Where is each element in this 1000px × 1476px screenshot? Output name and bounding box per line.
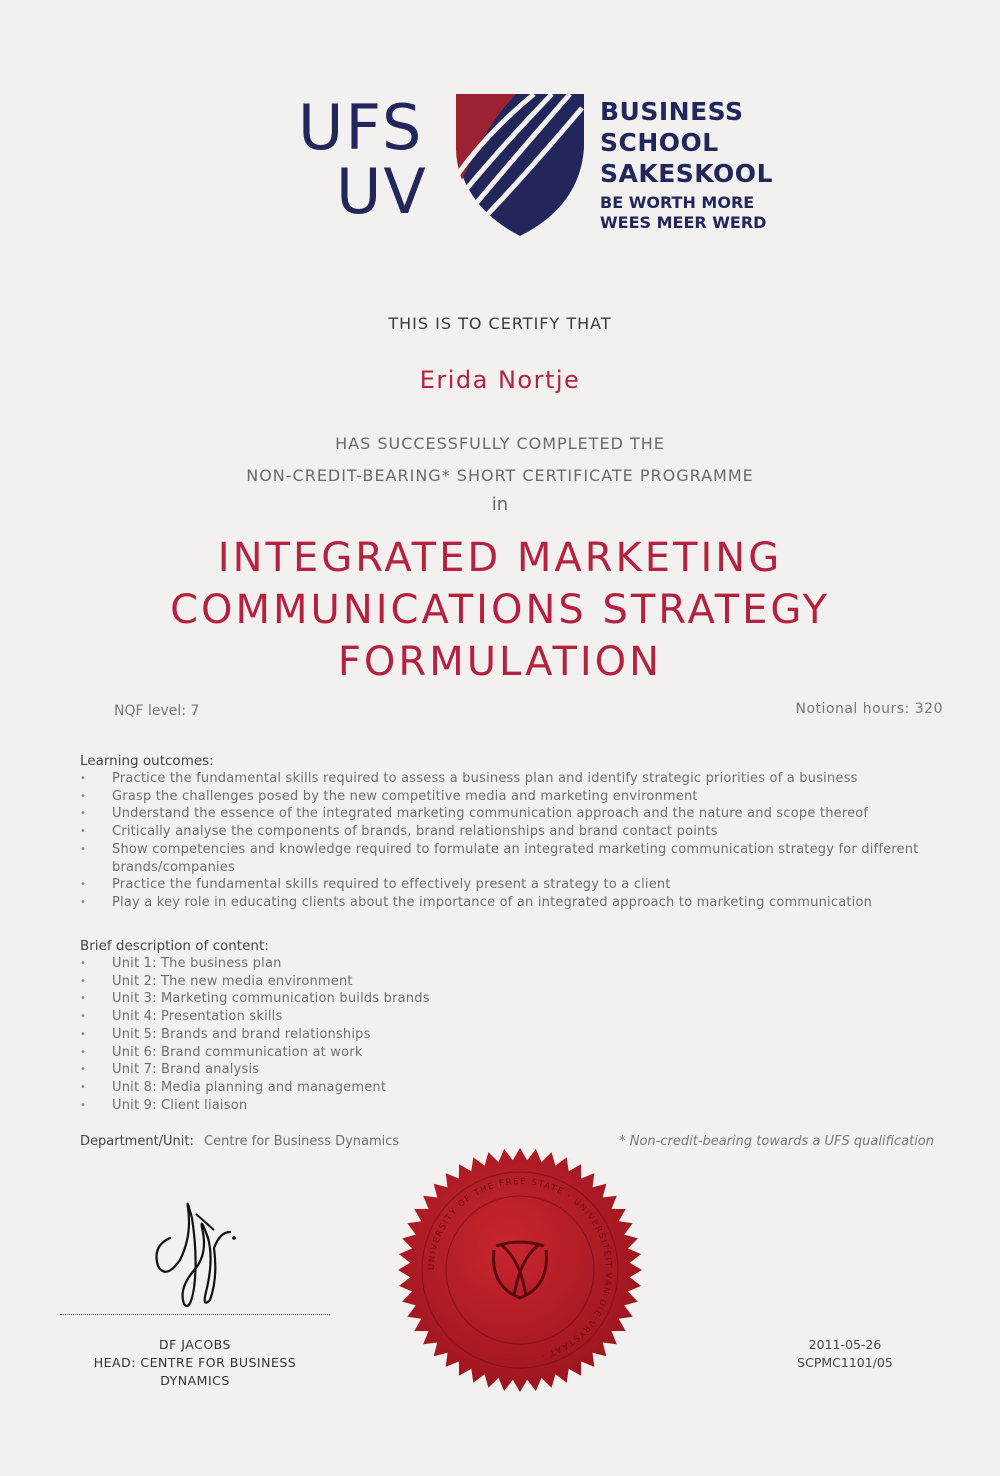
ufs-line1: UFS [298, 91, 424, 164]
nqf-level: NQF level: 7 [114, 703, 200, 719]
signature-line [60, 1314, 330, 1315]
programme-title-line1: INTEGRATED MARKETING [217, 535, 783, 581]
programme-title [0, 532, 1000, 688]
seal-ring-text: UNIVERSITY OF THE FREE STATE · UNIVERSITEIT VAN DIE VRYSTAAT · [426, 1176, 614, 1361]
learning-outcomes [80, 753, 940, 912]
list-item: • Unit 2: The new media environment [80, 973, 940, 991]
shield-icon [454, 88, 586, 236]
school-name-en: BUSINESS SCHOOL [600, 97, 744, 157]
list-item: • Unit 6: Brand communication at work [80, 1044, 940, 1062]
completion-line1: HAS SUCCESSFULLY COMPLETED THE [335, 434, 665, 453]
list-item: • Unit 3: Marketing communication builds brands [80, 990, 940, 1008]
signatory-name: DF JACOBS [159, 1337, 231, 1352]
department-unit [80, 1134, 399, 1149]
list-item: • Practice the fundamental skills required to assess a business plan and identify strategic priorities of a business [80, 770, 940, 788]
list-item: • Understand the essence of the integrated marketing communication approach and the nature and scope thereof [80, 805, 940, 823]
content-list [80, 955, 940, 1114]
ufs-line2: UV [336, 155, 428, 228]
learning-outcomes-list [80, 770, 940, 912]
programme-title-line3: FORMULATION [337, 639, 663, 685]
signatory [60, 1336, 330, 1390]
learning-outcomes-heading: Learning outcomes: [80, 753, 214, 769]
certify-text: THIS IS TO CERTIFY THAT [388, 314, 612, 333]
list-item: • Practice the fundamental skills required to effectively present a strategy to a client [80, 876, 940, 894]
content-description [80, 938, 940, 1114]
list-item: • Unit 7: Brand analysis [80, 1061, 940, 1079]
list-item: • Unit 1: The business plan [80, 955, 940, 973]
completion-line2: NON-CREDIT-BEARING* SHORT CERTIFICATE PROGRAMME [246, 466, 754, 485]
certificate-code: SCPMC1101/05 [797, 1355, 893, 1370]
footnote: * Non-credit-bearing towards a UFS qualification [619, 1134, 934, 1149]
completion-statement [0, 428, 1000, 492]
list-item: • Unit 9: Client liaison [80, 1097, 940, 1115]
list-item: • Play a key role in educating clients about the importance of an integrated approach to marketing communication [80, 894, 940, 912]
list-item: • Unit 4: Presentation skills [80, 1008, 940, 1026]
issue-date: 2011-05-26 [808, 1337, 882, 1352]
notional-hours: Notional hours: 320 [795, 701, 943, 717]
list-item: • Critically analyse the components of brands, brand relationships and brand contact points [80, 823, 940, 841]
department-label: Department/Unit: [80, 1134, 194, 1149]
signatory-title: HEAD: CENTRE FOR BUSINESS DYNAMICS [93, 1355, 297, 1388]
signature-image [140, 1188, 250, 1318]
school-name-af: SAKESKOOL [600, 159, 773, 188]
ufs-wordmark [298, 91, 428, 228]
list-item: • Show competencies and knowledge required to formulate an integrated marketing communication strategy for different brands/companies [80, 841, 940, 876]
ufs-business-school-logo [298, 86, 858, 236]
university-seal [396, 1146, 644, 1394]
motto-af: WEES MEER WERD [600, 213, 767, 232]
certificate-reference [770, 1336, 920, 1372]
department-value: Centre for Business Dynamics [204, 1134, 400, 1149]
list-item: • Unit 5: Brands and brand relationships [80, 1026, 940, 1044]
content-heading: Brief description of content: [80, 938, 269, 954]
in-text: in [491, 494, 509, 515]
list-item: • Grasp the challenges posed by the new competitive media and marketing environment [80, 788, 940, 806]
recipient-name: Erida Nortje [419, 366, 581, 394]
list-item: • Unit 8: Media planning and management [80, 1079, 940, 1097]
motto-en: BE WORTH MORE [600, 193, 755, 212]
school-name-block [600, 96, 858, 233]
programme-title-line2: COMMUNICATIONS STRATEGY [170, 587, 830, 633]
